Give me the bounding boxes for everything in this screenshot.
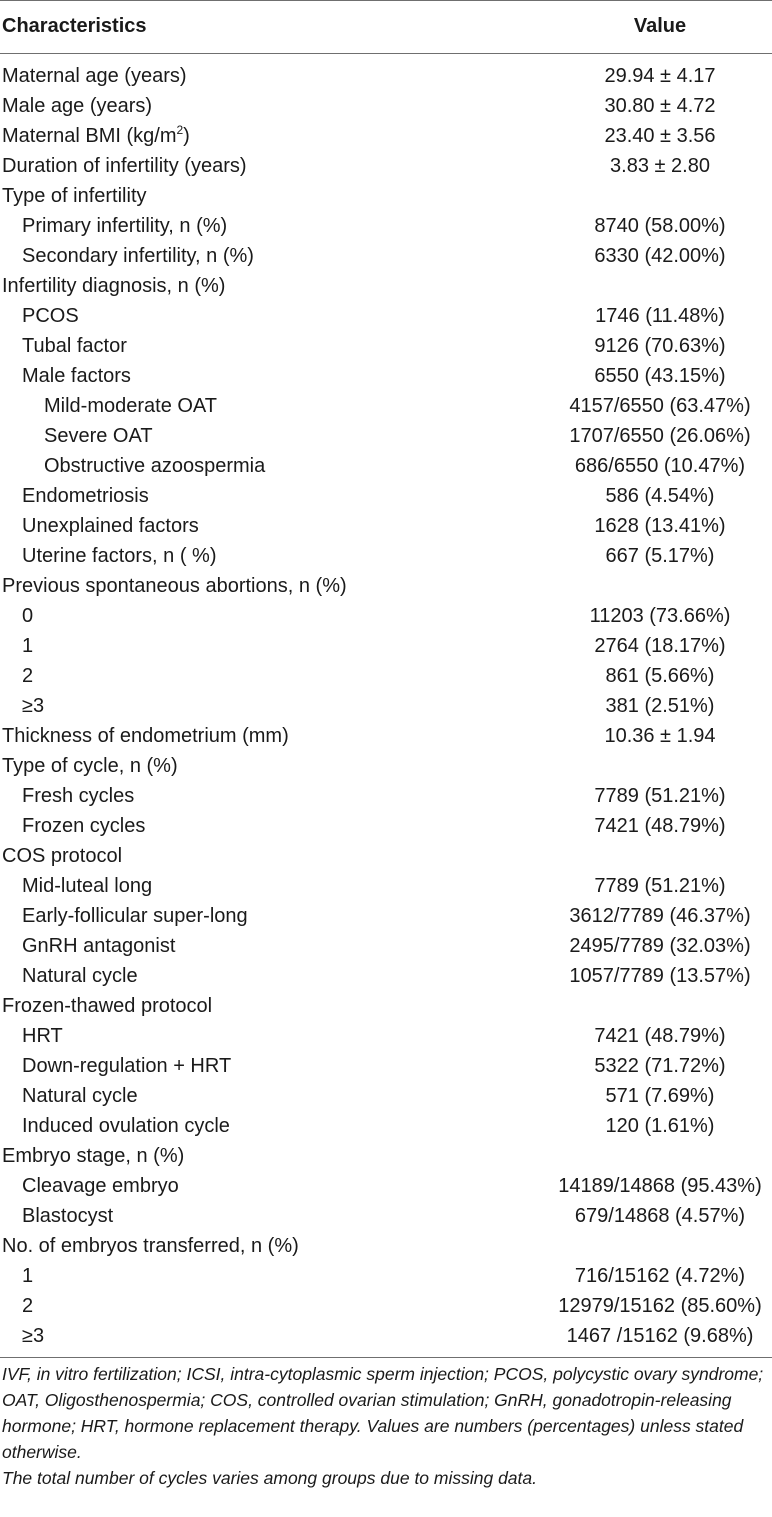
- row-label: [2, 751, 178, 781]
- footnote-missing-data: The total number of cycles varies among groups due to missing data.: [2, 1468, 537, 1488]
- row-label-text: Mid-luteal long: [22, 875, 153, 897]
- row-value: 30.80 ± 4.72: [604, 95, 716, 117]
- row-label-text: Tubal factor: [22, 335, 127, 357]
- row-value: 3612/7789 (46.37%): [569, 905, 751, 927]
- row-value: 571 (7.69%): [605, 1085, 715, 1107]
- row-value: 1746 (11.48%): [595, 305, 725, 327]
- row-label: [2, 721, 289, 751]
- table-row: [0, 241, 772, 271]
- row-value: 1707/6550 (26.06%): [569, 425, 751, 447]
- table-row: [0, 511, 772, 541]
- row-value: 1057/7789 (13.57%): [569, 965, 751, 987]
- table-row: [0, 181, 772, 211]
- header-value: Value: [633, 15, 687, 37]
- row-label: [2, 151, 247, 181]
- row-label-text: Cleavage embryo: [22, 1175, 179, 1197]
- table-row: [0, 781, 772, 811]
- table-row: [0, 901, 772, 931]
- row-label: [22, 1321, 44, 1351]
- row-label: [22, 691, 44, 721]
- row-value: 9126 (70.63%): [594, 335, 726, 357]
- row-label-text: Infertility diagnosis, n (%): [2, 275, 226, 297]
- row-label-tail: ): [183, 125, 190, 147]
- row-label-superscript: 2: [176, 123, 184, 138]
- row-label-text: Frozen cycles: [22, 815, 146, 837]
- row-label: [2, 841, 122, 871]
- row-value: 679/14868 (4.57%): [574, 1205, 746, 1227]
- row-label-text: HRT: [22, 1025, 63, 1047]
- row-label-text: Duration of infertility (years): [2, 155, 247, 177]
- table-row: [0, 331, 772, 361]
- row-label-text: GnRH antagonist: [22, 935, 176, 957]
- row-label-text: PCOS: [22, 305, 79, 327]
- row-label-text: Fresh cycles: [22, 785, 135, 807]
- row-value: 1628 (13.41%): [594, 515, 726, 537]
- row-label: [22, 931, 175, 961]
- row-value: 11203 (73.66%): [589, 605, 731, 627]
- table-row: [0, 61, 772, 91]
- row-value: 5322 (71.72%): [594, 1055, 726, 1077]
- table-row: [0, 961, 772, 991]
- row-label-text: Type of infertility: [2, 185, 147, 207]
- row-label-text: Maternal BMI (kg/m: [2, 125, 177, 147]
- table-footnote: [2, 1361, 768, 1491]
- table-bottom-rule: [0, 1357, 772, 1358]
- row-value: 8740 (58.00%): [594, 215, 726, 237]
- row-value: 2764 (18.17%): [594, 635, 726, 657]
- row-label-text: ≥3: [22, 1325, 45, 1347]
- row-label: [22, 211, 227, 241]
- row-label: [2, 571, 347, 601]
- row-value: 1467 /15162 (9.68%): [566, 1325, 754, 1347]
- table-row: [0, 211, 772, 241]
- row-label: [22, 781, 134, 811]
- row-label-text: Frozen-thawed protocol: [2, 995, 213, 1017]
- row-label: [22, 1051, 231, 1081]
- row-label-text: Primary infertility, n (%): [22, 215, 228, 237]
- table-body: [0, 61, 772, 1351]
- table-row: [0, 1261, 772, 1291]
- row-value: 716/15162 (4.72%): [574, 1265, 746, 1287]
- row-value: 861 (5.66%): [605, 665, 715, 687]
- row-label: [22, 1111, 230, 1141]
- row-label-text: No. of embryos transferred, n (%): [2, 1235, 299, 1257]
- table-row: [0, 631, 772, 661]
- row-label-text: 1: [22, 1265, 34, 1287]
- table-row: [0, 991, 772, 1021]
- row-label: [22, 601, 33, 631]
- table-row: [0, 1081, 772, 1111]
- row-label: [44, 451, 265, 481]
- row-value: 4157/6550 (63.47%): [569, 395, 751, 417]
- row-label: [44, 391, 217, 421]
- row-label: [22, 631, 33, 661]
- row-label-text: COS protocol: [2, 845, 123, 867]
- row-label: [22, 361, 131, 391]
- table-row: [0, 751, 772, 781]
- row-label-text: Secondary infertility, n (%): [22, 245, 254, 267]
- row-label: [22, 541, 217, 571]
- table-row: [0, 481, 772, 511]
- row-value: 7789 (51.21%): [594, 875, 726, 897]
- row-label-text: Natural cycle: [22, 1085, 138, 1107]
- row-value: 7421 (48.79%): [594, 815, 726, 837]
- row-label: [22, 901, 248, 931]
- row-label-text: Male age (years): [2, 95, 153, 117]
- row-label: [22, 871, 152, 901]
- row-label: [22, 1261, 33, 1291]
- row-label: [22, 511, 199, 541]
- table-row: [0, 91, 772, 121]
- table-row: [0, 841, 772, 871]
- row-value: 12979/15162 (85.60%): [558, 1295, 762, 1317]
- table-row: [0, 661, 772, 691]
- table-row: [0, 1111, 772, 1141]
- table-row: [0, 1291, 772, 1321]
- row-label-text: Early-follicular super-long: [22, 905, 248, 927]
- row-value: 686/6550 (10.47%): [574, 455, 746, 477]
- row-label-text: Induced ovulation cycle: [22, 1115, 230, 1137]
- row-value: 7789 (51.21%): [594, 785, 726, 807]
- row-label-text: 1: [22, 635, 34, 657]
- row-value: 23.40 ± 3.56: [604, 125, 716, 147]
- row-value: 120 (1.61%): [605, 1115, 715, 1137]
- row-value: 7421 (48.79%): [594, 1025, 726, 1047]
- row-label: [2, 1231, 299, 1261]
- table-row: [0, 571, 772, 601]
- row-label: [22, 961, 138, 991]
- row-label: [2, 121, 190, 151]
- table-row: [0, 1141, 772, 1171]
- row-label: [2, 61, 187, 91]
- row-value: 667 (5.17%): [605, 545, 715, 567]
- row-label-text: Down-regulation + HRT: [22, 1055, 232, 1077]
- row-label: [44, 421, 153, 451]
- table-row: [0, 421, 772, 451]
- row-label: [22, 811, 145, 841]
- table-row: [0, 1201, 772, 1231]
- row-label-text: Endometriosis: [22, 485, 149, 507]
- table-row: [0, 1321, 772, 1351]
- row-value: 381 (2.51%): [605, 695, 715, 717]
- table-row: [0, 271, 772, 301]
- row-label: [22, 661, 33, 691]
- row-label: [2, 181, 147, 211]
- row-label: [22, 1171, 179, 1201]
- row-label: [22, 301, 79, 331]
- row-label-text: Unexplained factors: [22, 515, 199, 537]
- row-label-text: Severe OAT: [44, 425, 153, 447]
- row-label: [22, 241, 254, 271]
- row-label: [22, 1081, 138, 1111]
- row-label-text: Type of cycle, n (%): [2, 755, 178, 777]
- row-label-text: Blastocyst: [22, 1205, 114, 1227]
- row-label: [2, 991, 212, 1021]
- header-characteristics: Characteristics: [2, 15, 147, 37]
- row-value: 6550 (43.15%): [594, 365, 726, 387]
- row-value: 2495/7789 (32.03%): [569, 935, 751, 957]
- table-row: [0, 721, 772, 751]
- row-label-text: Thickness of endometrium (mm): [2, 725, 289, 747]
- table-header: [0, 0, 772, 54]
- table-row: [0, 301, 772, 331]
- row-label-text: 2: [22, 1295, 34, 1317]
- table-row: [0, 1231, 772, 1261]
- row-label-text: Embryo stage, n (%): [2, 1145, 185, 1167]
- row-value: 6330 (42.00%): [594, 245, 726, 267]
- row-label: [2, 91, 152, 121]
- row-label-text: Mild-moderate OAT: [44, 395, 218, 417]
- table-row: [0, 691, 772, 721]
- table-row: [0, 601, 772, 631]
- row-value: 586 (4.54%): [605, 485, 715, 507]
- row-label-text: ≥3: [22, 695, 45, 717]
- row-value: 3.83 ± 2.80: [610, 155, 710, 177]
- row-value: 14189/14868 (95.43%): [558, 1175, 762, 1197]
- table-row: [0, 1021, 772, 1051]
- row-label: [22, 1291, 33, 1321]
- row-label: [22, 481, 149, 511]
- table-row: [0, 1171, 772, 1201]
- row-label-text: Male factors: [22, 365, 131, 387]
- row-label: [22, 331, 127, 361]
- row-label-text: 0: [22, 605, 34, 627]
- row-value: 10.36 ± 1.94: [604, 725, 716, 747]
- footnote-abbreviations: IVF, in vitro fertilization; ICSI, intra-cytoplasmic sperm injection; PCOS, polycystic ovary syndrome; OAT, Oligosthenospermia; COS, controlled ovarian stimulation; GnRH, gonadotropin-releasing hormone; HRT, hormone replacement therapy. Values are numbers (percentages) unless stated otherwise.: [2, 1364, 764, 1462]
- row-label: [22, 1021, 63, 1051]
- table-row: [0, 391, 772, 421]
- row-label: [2, 1141, 184, 1171]
- table-row: [0, 121, 772, 151]
- table-row: [0, 931, 772, 961]
- table-row: [0, 151, 772, 181]
- row-label-text: Previous spontaneous abortions, n (%): [2, 575, 347, 597]
- table-row: [0, 871, 772, 901]
- table-row: [0, 1051, 772, 1081]
- row-label-text: Obstructive azoospermia: [44, 455, 266, 477]
- table-row: [0, 361, 772, 391]
- row-label: [22, 1201, 113, 1231]
- row-label-text: 2: [22, 665, 34, 687]
- row-label-text: Natural cycle: [22, 965, 138, 987]
- row-label: [2, 271, 225, 301]
- row-label-text: Maternal age (years): [2, 65, 187, 87]
- row-value: 29.94 ± 4.17: [604, 65, 716, 87]
- table-row: [0, 811, 772, 841]
- row-label-text: Uterine factors, n ( %): [22, 545, 217, 567]
- table-row: [0, 541, 772, 571]
- table-row: [0, 451, 772, 481]
